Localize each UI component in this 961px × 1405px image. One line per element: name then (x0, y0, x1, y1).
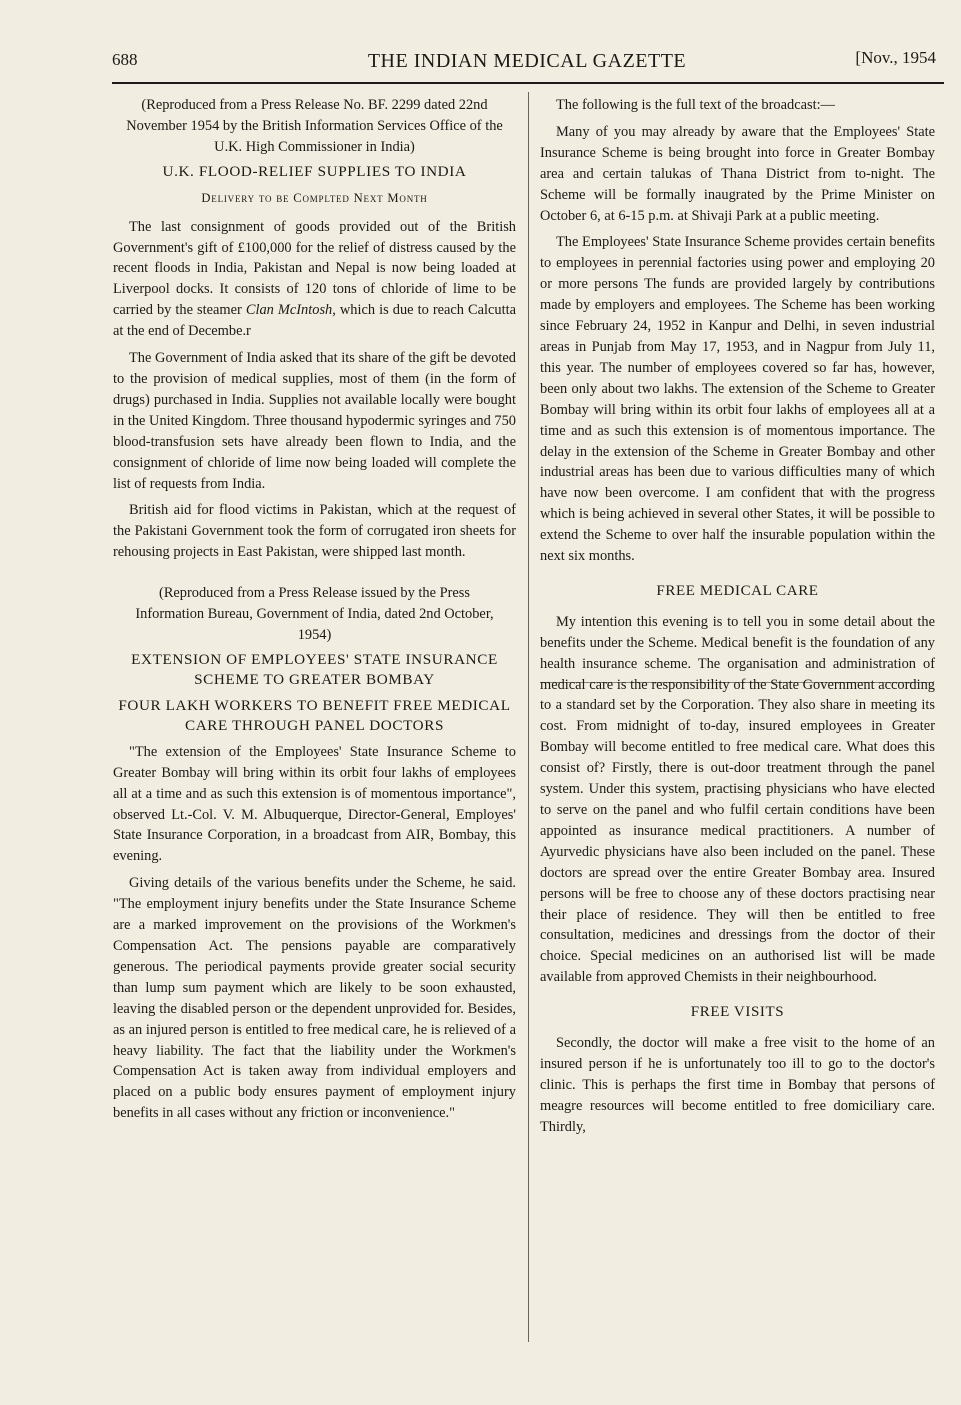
article-gap (113, 569, 516, 583)
page-header (112, 46, 942, 80)
right-column (540, 95, 935, 1144)
journal-title: THE INDIAN MEDICAL GAZETTE (367, 50, 687, 72)
article-subheadline: Delivery to be Complted Next Month (201, 190, 428, 205)
article-credit: (Reproduced from a Press Release issued by the Press Information Bureau, Government of India, dated 2nd October, 1954) (135, 585, 494, 643)
article-headline: U.K. FLOOD-RELIEF SUPPLIES TO INDIA (162, 162, 467, 180)
broadcast-intro: The following is the full text of the broadcast:— (556, 97, 835, 113)
paragraph: "The extension of the Employees' State Insurance Scheme to Greater Bombay will bring within its orbit four lakhs of employees all at a time and as such this extension is of momentous importance", observed Lt.-Col. V. M. Albuquerque, Director-General, Employes' State Insurance Corporation, in a broadcast from AIR, Bombay, this evening. (113, 743, 516, 865)
paragraph-text: The last consignment of goods provided out of the British Government's gift of £100,000 for the relief of distress caused by the recent floods in India, Pakistan and Nepal is now being loaded at Liverpool docks. It consists of 120 tons of chloride of lime to be carried by the steamer (113, 218, 516, 319)
paragraph-text: which is due to reach Calcutta at the end of Decembe.r (113, 302, 516, 340)
column-divider (528, 92, 529, 1342)
section-title-free-medical-care: FREE MEDICAL CARE (656, 582, 819, 599)
article-credit: (Reproduced from a Press Release No. BF. 2299 dated 22nd November 1954 by the British Information Services Office of the U.K. High Commissioner in India) (126, 97, 503, 155)
paragraph: My intention this evening is to tell you in some detail about the benefits under the Scheme. Medical benefit is the foundation of any health insurance scheme. The organisation and administration of medical care is the responsibility of the State Government according to a standard set by the Corporation. They also share in meeting its cost. From midnight of to-day, insured employees in Greater Bombay will become entitled to free medical care. What does this consist of? Firstly, there is out-door treatment through the panel system. Under this system, practising physicians who have elected to serve on the panel and who fulfil certain conditions have been appointed as insurance medical practitioners. A number of Ayurvedic physicians have also been included on the panel. These doctors are spread over the entire Greater Bombay area. Insured persons will be free to choose any of these doctors practising near their place of residence. They will then be entitled to free consultation, medicines and dressings from the doctor of their choice. Special medicines on an authorised list will be made available from approved Chemists in their neighbourhood. (540, 613, 935, 986)
paragraph (113, 217, 516, 342)
paragraph: Many of you may already by aware that the Employees' State Insurance Scheme is being brought into force in Greater Bombay area and certain talukas of Thana District from to-night. The Scheme will be formally inaugrated by the Prime Minister on October 6, at 6-15 p.m. at Shivaji Park at a public meeting. (540, 123, 935, 224)
article-subheadline: FOUR LAKH WORKERS TO BENEFIT FREE MEDICAL CARE THROUGH PANEL DOCTORS (118, 696, 511, 734)
paragraph: Giving details of the various benefits under the Scheme, he said. "The employment injury benefits under the State Insurance Scheme are a marked improvement on the provisions of the Workmen's Compensation Act. The pensions payable are comparatively generous. The periodical payments provide greater social security than lump sum payment which are likely to be soon exhausted, leaving the disabled person or the dependent unprovided for. Besides, as an injured person is entitled to free medical care, he is relieved of a heavy liability. The fact that the liability under the Workmen's Compensation Act is taken away from individual employers and placed on a public body ensures payment of employment injury benefits in all cases without any friction or inconvenience." (113, 875, 516, 1122)
esi-extension-article (113, 583, 516, 1124)
ship-name: Clan McIntosh, (245, 302, 336, 319)
flood-relief-article (113, 95, 516, 563)
paragraph: The Government of India asked that its share of the gift be devoted to the provision of medical supplies, most of them (in the form of drugs) purchased in India. Supplies not available locally were bought in the United Kingdom. Three thousand hypodermic syringes and 750 blood-transfusion sets have already been flown to India, and the consignment of chloride of lime now being loaded will complete the list of requests from India. (113, 350, 516, 492)
page-number: 688 (112, 50, 138, 69)
header-rule (112, 82, 944, 84)
paragraph: The Employees' State Insurance Scheme provides certain benefits to employees in perennial factories using power and employing 20 or more persons The funds are provided largely by contributions made by employers and employees. The Scheme has been working since February 24, 1952 in Kanpur and Delhi, in seven industrial areas in Punjab from May 17, 1953, and in Nagpur from July 11, this year. The number of employees covered so far has, however, been only about two lakhs. The extension of the Scheme to Greater Bombay will bring within its orbit four lakhs of employees all at a time and as such this extension is of momentous importance. The delay in the extension of the Scheme in Greater Bombay and other industrial areas has been due to various difficulties many of which have now been overcome. I am confident that with the progress which is being achieved in several other States, it will be possible to extend the Scheme to over half the insurable population within the next six months. (540, 234, 935, 565)
paragraph: British aid for flood victims in Pakistan, which at the request of the Pakistani Government took the form of corrugated iron sheets for rehousing projects in East Pakistan, were shipped last month. (113, 502, 516, 561)
paragraph: Secondly, the doctor will make a free visit to the home of an insured person if he is unfortunately too ill to go to the doctor's clinic. This is perhaps the first time in Bombay that persons of meagre resources will become entitled to free domiciliary care. Thirdly, (540, 1035, 935, 1135)
issue-date: [Nov., 1954 (855, 48, 936, 67)
article-headline: EXTENSION OF EMPLOYEES' STATE INSURANCE SCHEME TO GREATER BOMBAY (131, 650, 498, 688)
left-column (113, 95, 516, 1130)
section-title-free-visits: FREE VISITS (690, 1004, 785, 1021)
